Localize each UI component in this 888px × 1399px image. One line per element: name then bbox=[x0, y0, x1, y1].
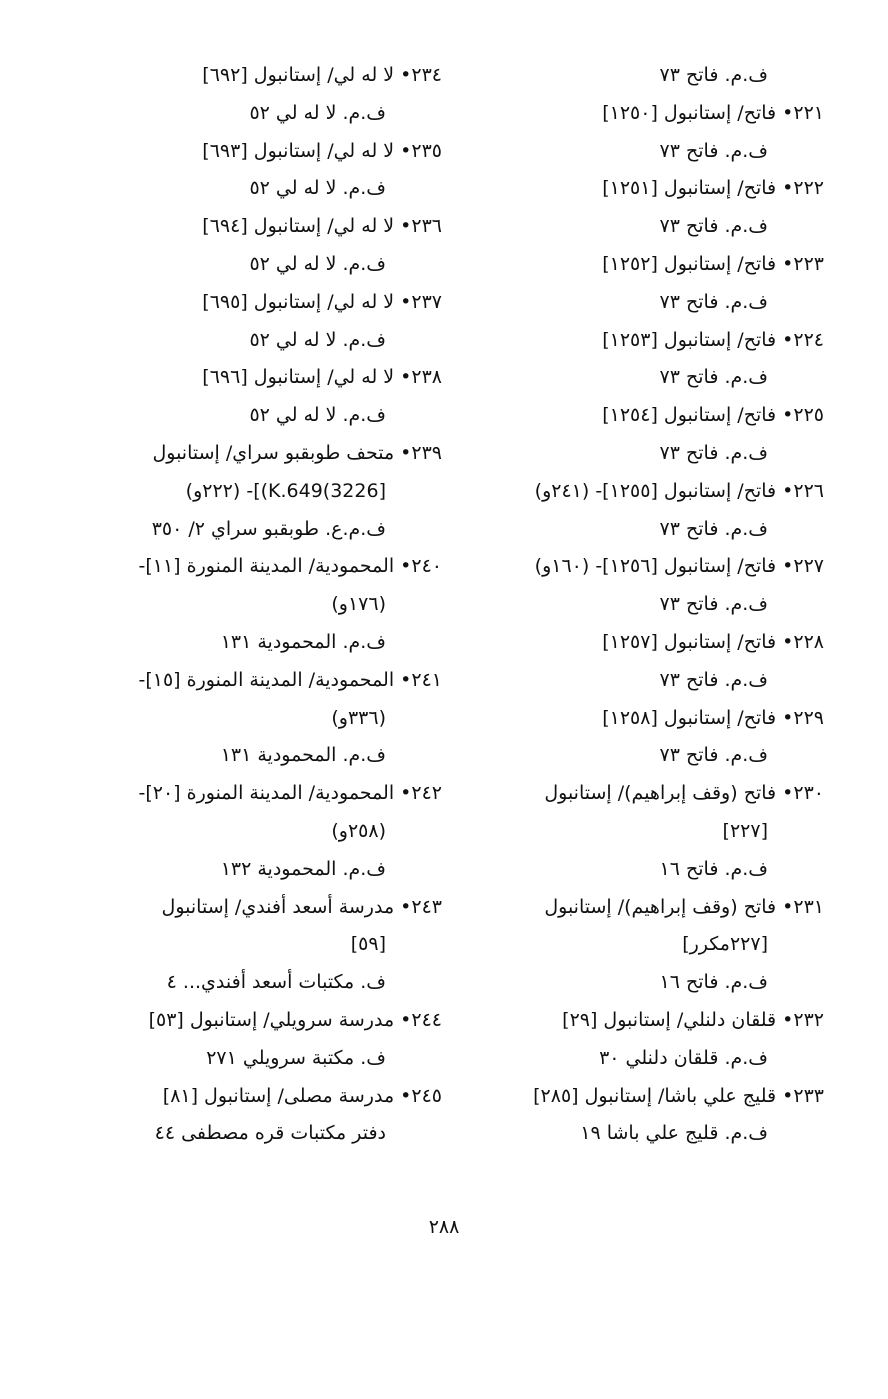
reference-line: ف.م. فاتح ١٦ bbox=[659, 971, 768, 994]
catalog-entry: ٢٣٠• فاتح (وقف إبراهيم)/ إستانبول bbox=[544, 782, 824, 805]
reference-line: ف.م. فاتح ٧٣ bbox=[659, 668, 768, 691]
catalog-entry: ٢٢٥• فاتح/ إستانبول [١٢٥٤] bbox=[602, 404, 824, 427]
entry-continuation: [٢٢٧] bbox=[722, 819, 768, 842]
entry-continuation: (٢٥٨و) bbox=[331, 819, 386, 842]
catalog-entry: ٢٣٥• لا له لي/ إستانبول [٦٩٣] bbox=[202, 139, 442, 162]
page-number: ٢٨٨ bbox=[428, 1216, 460, 1238]
reference-line: ف.م. المحمودية ١٣١ bbox=[220, 744, 386, 767]
reference-line: ف.م. لا له لي ٥٢ bbox=[249, 328, 386, 351]
catalog-entry: ٢٣٦• لا له لي/ إستانبول [٦٩٤] bbox=[202, 215, 442, 238]
reference-line: ف.م. لا له لي ٥٢ bbox=[249, 101, 386, 124]
reference-line: ف.م. فاتح ٧٣ bbox=[659, 64, 768, 86]
reference-line: ف.م. فاتح ٧٣ bbox=[659, 139, 768, 162]
catalog-entry: ٢٣٨• لا له لي/ إستانبول [٦٩٦] bbox=[202, 366, 442, 389]
catalog-entry: ٢٢٨• فاتح/ إستانبول [١٢٥٧] bbox=[602, 630, 824, 653]
catalog-entry: ٢٣١• فاتح (وقف إبراهيم)/ إستانبول bbox=[544, 895, 824, 918]
catalog-entry: ٢٢٣• فاتح/ إستانبول [١٢٥٢] bbox=[602, 252, 824, 275]
catalog-entry: ٢٢٢• فاتح/ إستانبول [١٢٥١] bbox=[602, 177, 824, 200]
catalog-entry: ٢٢١• فاتح/ إستانبول [١٢٥٠] bbox=[602, 101, 824, 124]
catalog-entry: ٢٢٤• فاتح/ إستانبول [١٢٥٣] bbox=[602, 328, 824, 351]
catalog-entry: ٢٣٣• قليج علي باشا/ إستانبول [٢٨٥] bbox=[533, 1084, 824, 1107]
catalog-entry: ٢٤٢• المحمودية/ المدينة المنورة [٢٠]- bbox=[138, 782, 442, 805]
entry-continuation: [3226)K.649)]- (٢٢٢و) bbox=[185, 479, 386, 502]
reference-line: ف.م. فاتح ٧٣ bbox=[659, 744, 768, 767]
right-column bbox=[464, 57, 824, 1153]
reference-line: ف.م. فاتح ٧٣ bbox=[659, 290, 768, 313]
reference-line: ف.م. المحمودية ١٣١ bbox=[220, 630, 386, 653]
reference-line: ف.م. فاتح ٧٣ bbox=[659, 215, 768, 238]
entry-continuation: [٥٩] bbox=[350, 933, 386, 956]
reference-line: ف.م. لا له لي ٥٢ bbox=[249, 252, 386, 275]
catalog-entry: ٢٤٣• مدرسة أسعد أفندي/ إستانبول bbox=[161, 895, 442, 918]
reference-line: ف.م. المحمودية ١٣٢ bbox=[220, 857, 386, 880]
reference-line: ف. مكتبة سرويلي ٢٧١ bbox=[206, 1046, 386, 1069]
catalog-entry: ٢٣٤• لا له لي/ إستانبول [٦٩٢] bbox=[202, 64, 442, 86]
catalog-entry: ٢٣٧• لا له لي/ إستانبول [٦٩٥] bbox=[202, 290, 442, 313]
catalog-entry: ٢٢٧• فاتح/ إستانبول [١٢٥٦]- (١٦٠و) bbox=[534, 555, 824, 578]
reference-line: ف.م. فاتح ٧٣ bbox=[659, 441, 768, 464]
reference-line: ف.م. قلقان دلنلي ٣٠ bbox=[599, 1046, 768, 1069]
reference-line: ف.م. فاتح ١٦ bbox=[659, 857, 768, 880]
reference-line: ف.م. لا له لي ٥٢ bbox=[249, 177, 386, 200]
reference-line: ف.م. قليج علي باشا ١٩ bbox=[580, 1122, 768, 1145]
entry-continuation: [٢٢٧مكرر] bbox=[682, 933, 768, 956]
reference-line: دفتر مكتبات قره مصطفى ٤٤ bbox=[154, 1122, 386, 1145]
catalog-entry: ٢٤٥• مدرسة مصلى/ إستانبول [٨١] bbox=[162, 1084, 442, 1107]
entry-continuation: (١٧٦و) bbox=[331, 593, 386, 616]
catalog-entry: ٢٢٩• فاتح/ إستانبول [١٢٥٨] bbox=[602, 706, 824, 729]
catalog-entry: ٢٣٢• قلقان دلنلي/ إستانبول [٢٩] bbox=[562, 1008, 824, 1031]
entry-continuation: (٣٣٦و) bbox=[331, 706, 386, 729]
catalog-entry: ٢٣٩• متحف طوبقبو سراي/ إستانبول bbox=[152, 441, 442, 464]
catalog-entry: ٢٤١• المحمودية/ المدينة المنورة [١٥]- bbox=[138, 668, 442, 691]
catalog-entry: ٢٢٦• فاتح/ إستانبول [١٢٥٥]- (٢٤١و) bbox=[534, 479, 824, 502]
catalog-entry: ٢٤٤• مدرسة سرويلي/ إستانبول [٥٣] bbox=[148, 1008, 442, 1031]
reference-line: ف.م. فاتح ٧٣ bbox=[659, 593, 768, 616]
reference-line: ف.م.ع. طوبقبو سراي ٢/ ٣٥٠ bbox=[151, 517, 386, 540]
left-column bbox=[92, 57, 442, 1153]
reference-line: ف.م. فاتح ٧٣ bbox=[659, 366, 768, 389]
reference-line: ف.م. لا له لي ٥٢ bbox=[249, 404, 386, 427]
reference-line: ف.م. فاتح ٧٣ bbox=[659, 517, 768, 540]
catalog-entry: ٢٤٠• المحمودية/ المدينة المنورة [١١]- bbox=[138, 555, 442, 578]
reference-line: ف. مكتبات أسعد أفندي... ٤ bbox=[166, 971, 386, 994]
